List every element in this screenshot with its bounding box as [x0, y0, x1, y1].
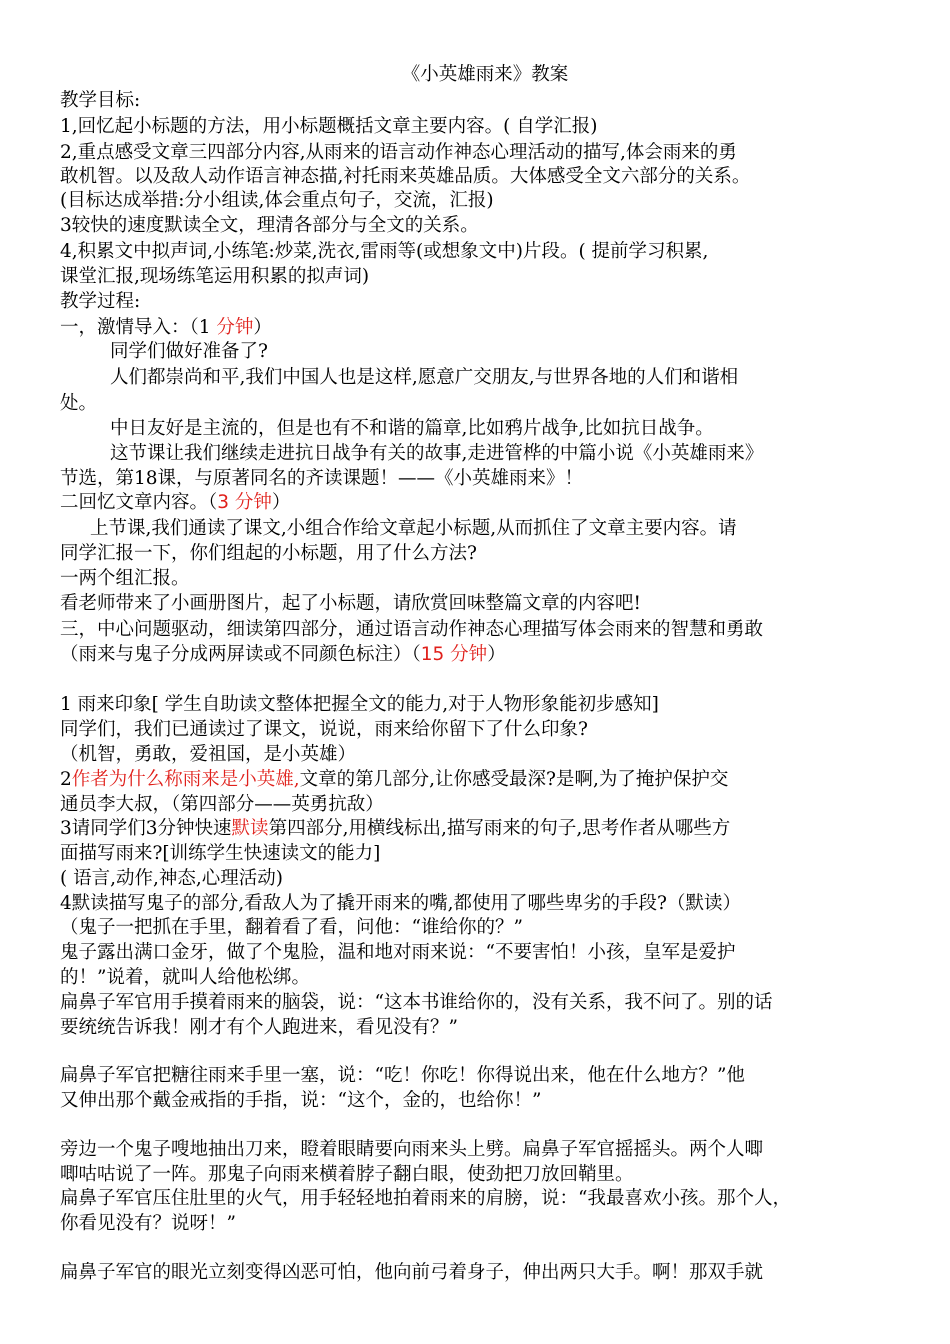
paragraph-line: 面描写雨来?[训练学生快速读文的能力] [60, 843, 381, 864]
paragraph-line: 同学汇报一下，你们组起的小标题，用了什么方法? [60, 543, 477, 564]
goals-heading: 教学目标: [60, 90, 141, 111]
paragraph-line: 一两个组汇报。 [60, 568, 190, 589]
paragraph-line: 上节课,我们通读了课文,小组合作给文章起小标题,从而抓住了文章主要内容。请 [90, 518, 737, 539]
paragraph-line: 人们都崇尚和平,我们中国人也是这样,愿意广交朋友,与世界各地的人们和谐相 [110, 367, 739, 388]
quote-line: 要统统告诉我！刚才有个人跑进来，看见没有？” [60, 1017, 458, 1038]
paragraph-line: 处。 [60, 393, 98, 414]
quote-line: （鬼子一把抓在手里，翻着看了看，问他：“谁给你的？” [60, 917, 523, 938]
quote-line: 的！”说着，就叫人给他松绑。 [60, 967, 310, 988]
quote-line: 扁鼻子军官压住肚里的火气，用手轻轻地拍着雨来的肩膀，说：“我最喜欢小孩。那个人， [60, 1188, 791, 1209]
paragraph-text: 3请同学们3分钟快速 [60, 818, 232, 839]
paragraph-line: 中日友好是主流的，但是也有不和谐的篇章,比如鸦片战争,比如抗日战争。 [110, 418, 714, 439]
quote-line: 扁鼻子军官把糖往雨来手里一塞，说：“吃！你吃！你得说出来，他在什么地方？”他 [60, 1065, 745, 1086]
paragraph-line: 这节课让我们继续走进抗日战争有关的故事,走进管桦的中篇小说《小英雄雨来》 [110, 443, 764, 464]
duration-label: 15 分钟 [420, 644, 488, 665]
item-1-heading: 1 雨来印象[ 学生自助读文整体把握全文的能力,对于人物形象能初步感知] [60, 694, 659, 715]
paragraph-line: （机智，勇敢，爱祖国，是小英雄） [60, 744, 357, 765]
section-heading-text: ） [487, 644, 506, 665]
highlighted-question: 作者为什么称雨来是小英雄, [71, 769, 300, 790]
section-heading-text: （雨来与鬼子分成两屏读或不同颜色标注）（ [60, 644, 421, 665]
section-3-subheading [60, 642, 902, 668]
item-number: 2 [60, 769, 72, 790]
goal-line: 课堂汇报,现场练笔运用积累的拟声词) [60, 266, 370, 287]
paragraph-text: 第四部分,用横线标出,描写雨来的句子,思考作者从哪些方 [268, 818, 731, 839]
duration-label: 分钟 [216, 317, 254, 338]
item-2-line [60, 767, 902, 793]
quote-line: 扁鼻子军官用手摸着雨来的脑袋，说：“这本书谁给你的，没有关系，我不问了。别的话 [60, 992, 773, 1013]
goal-line: 3较快的速度默读全文，理清各部分与全文的关系。 [60, 215, 479, 236]
paragraph-line: 节选，第18课，与原著同名的齐读课题！——《小英雄雨来》！ [60, 468, 584, 489]
quote-line: 旁边一个鬼子嗖地抽出刀来，瞪着眼睛要向雨来头上劈。扁鼻子军官摇摇头。两个人唧 [60, 1139, 764, 1160]
paragraph-line: 同学们做好准备了? [110, 341, 268, 362]
goal-line: (目标达成举措:分小组读,体会重点句子，交流，汇报) [60, 190, 494, 211]
paragraph-line: 同学们，我们已通读过了课文，说说，雨来给你留下了什么印象? [60, 719, 588, 740]
paragraph-line: ( 语言,动作,神态,心理活动) [60, 868, 283, 889]
document-title: 《小英雄雨来》教案 [401, 64, 569, 85]
section-heading-text: ） [271, 492, 291, 513]
quote-line: 唧咕咕说了一阵。那鬼子向雨来横着脖子翻白眼，使劲把刀放回鞘里。 [60, 1164, 634, 1185]
quote-line: 又伸出那个戴金戒指的手指，说：“这个，金的，也给你！” [60, 1090, 542, 1111]
goal-line: 2,重点感受文章三四部分内容,从雨来的语言动作神态心理活动的描写,体会雨来的勇 [60, 142, 737, 163]
quote-line: 扁鼻子军官的眼光立刻变得凶恶可怕，他向前弓着身子，伸出两只大手。啊！那双手就 [60, 1262, 764, 1283]
section-2-heading [60, 490, 902, 516]
paragraph-text: 文章的第几部分,让你感受最深?是啊,为了掩护保护交 [299, 769, 729, 790]
quote-line: 鬼子露出满口金牙，做了个鬼脸，温和地对雨来说：“不要害怕！小孩，皇军是爱护 [60, 942, 736, 963]
goal-line: 1,回忆起小标题的方法，用小标题概括文章主要内容。( 自学汇报) [60, 116, 598, 137]
goal-line: 敢机智。以及敌人动作语言神态描,衬托雨来英雄品质。大体感受全文六部分的关系。 [60, 166, 751, 187]
item-3-line [60, 816, 902, 842]
paragraph-line: 通员李大叔，（第四部分——英勇抗敌） [60, 794, 384, 815]
highlighted-word: 默读 [231, 818, 269, 839]
section-heading-text: 二回忆文章内容。（ [60, 492, 218, 513]
item-4-heading: 4默读描写鬼子的部分,看敌人为了撬开雨来的嘴,都使用了哪些卑劣的手段?（默读） [60, 893, 741, 914]
section-heading-text: ） [253, 317, 272, 338]
process-heading: 教学过程: [60, 291, 141, 312]
section-heading-text: 一，激情导入：（1 [60, 317, 217, 338]
paragraph-line: 看老师带来了小画册图片，起了小标题，请欣赏回味整篇文章的内容吧! [60, 593, 641, 614]
quote-line: 你看见没有？说呀！” [60, 1213, 236, 1234]
goal-line: 4,积累文中拟声词,小练笔:炒菜,洗衣,雷雨等(或想象文中)片段。( 提前学习积累, [60, 241, 709, 262]
duration-label: 3 分钟 [217, 492, 272, 513]
section-3-heading: 三，中心问题驱动，细读第四部分，通过语言动作神态心理描写体会雨来的智慧和勇敢 [60, 619, 764, 640]
section-1-heading [60, 315, 902, 341]
